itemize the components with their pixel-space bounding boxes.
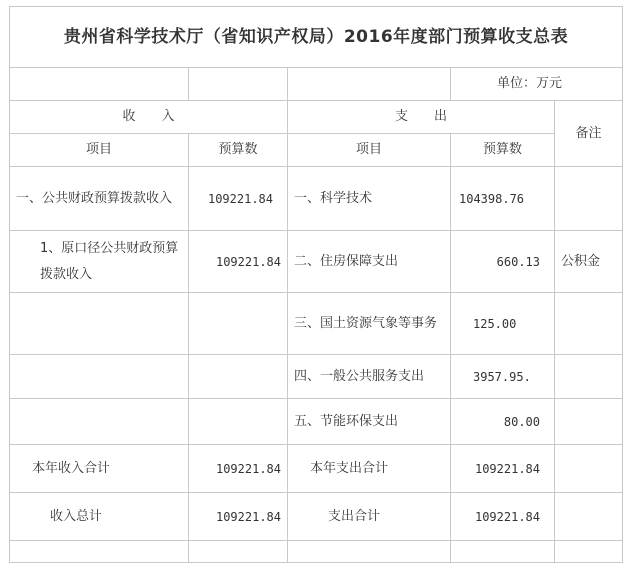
expense-item-cell: 五、节能环保支出 (288, 399, 451, 445)
note-cell (555, 355, 623, 399)
empty-cell (189, 68, 288, 101)
expense-item-cell: 四、一般公共服务支出 (288, 355, 451, 399)
total-row (10, 445, 623, 493)
expense-total-label: 本年支出合计 (288, 445, 451, 493)
income-amount-cell (189, 399, 288, 445)
income-section-header: 收 入 (10, 101, 288, 134)
note-cell (555, 293, 623, 355)
expense-grand-total-amount: 109221.84 (451, 493, 555, 541)
expense-section-header: 支 出 (288, 101, 555, 134)
expense-amount-cell: 104398.76 (451, 167, 555, 231)
note-cell (555, 167, 623, 231)
note-cell: 公积金 (555, 231, 623, 293)
expense-amount-cell: 80.00 (451, 399, 555, 445)
table-footer-row (10, 541, 623, 563)
expense-item-cell: 一、科学技术 (288, 167, 451, 231)
empty-cell (555, 541, 623, 563)
income-amount-cell (189, 355, 288, 399)
empty-cell (451, 541, 555, 563)
unit-label: 单位：万元 (451, 68, 623, 101)
empty-cell (10, 541, 189, 563)
expense-total-amount: 109221.84 (451, 445, 555, 493)
table-row (10, 167, 623, 231)
expense-item-cell: 三、国土资源气象等事务 (288, 293, 451, 355)
expense-amount-cell: 660.13 (451, 231, 555, 293)
expense-budget-header: 预算数 (451, 134, 555, 167)
empty-cell (189, 541, 288, 563)
total-row (10, 493, 623, 541)
table-row (10, 399, 623, 445)
income-item-cell: 一、公共财政预算拨款收入 (10, 167, 189, 231)
note-cell (555, 445, 623, 493)
empty-cell (10, 68, 189, 101)
budget-summary-table (9, 6, 623, 563)
income-item-cell (10, 293, 189, 355)
empty-cell (288, 68, 451, 101)
expense-grand-total-label: 支出合计 (288, 493, 451, 541)
note-cell (555, 399, 623, 445)
table-row (10, 293, 623, 355)
note-header: 备注 (555, 101, 623, 167)
income-item-cell: 1、原口径公共财政预算拨款收入 (10, 231, 189, 293)
expense-item-cell: 二、住房保障支出 (288, 231, 451, 293)
income-amount-cell: 109221.84 (189, 231, 288, 293)
income-item-cell (10, 355, 189, 399)
income-grand-total-amount: 109221.84 (189, 493, 288, 541)
expense-amount-cell: 125.00 (451, 293, 555, 355)
income-amount-cell: 109221.84 (189, 167, 288, 231)
income-budget-header: 预算数 (189, 134, 288, 167)
income-item-header: 项目 (10, 134, 189, 167)
income-amount-cell (189, 293, 288, 355)
expense-item-header: 项目 (288, 134, 451, 167)
income-total-amount: 109221.84 (189, 445, 288, 493)
budget-table-frame (9, 6, 622, 579)
table-row (10, 231, 623, 293)
expense-amount-cell: 3957.95. (451, 355, 555, 399)
income-item-cell (10, 399, 189, 445)
note-cell (555, 493, 623, 541)
table-title: 贵州省科学技术厅（省知识产权局）2016年度部门预算收支总表 (10, 7, 623, 68)
income-grand-total-label: 收入总计 (10, 493, 189, 541)
table-row (10, 355, 623, 399)
income-total-label: 本年收入合计 (10, 445, 189, 493)
empty-cell (288, 541, 451, 563)
